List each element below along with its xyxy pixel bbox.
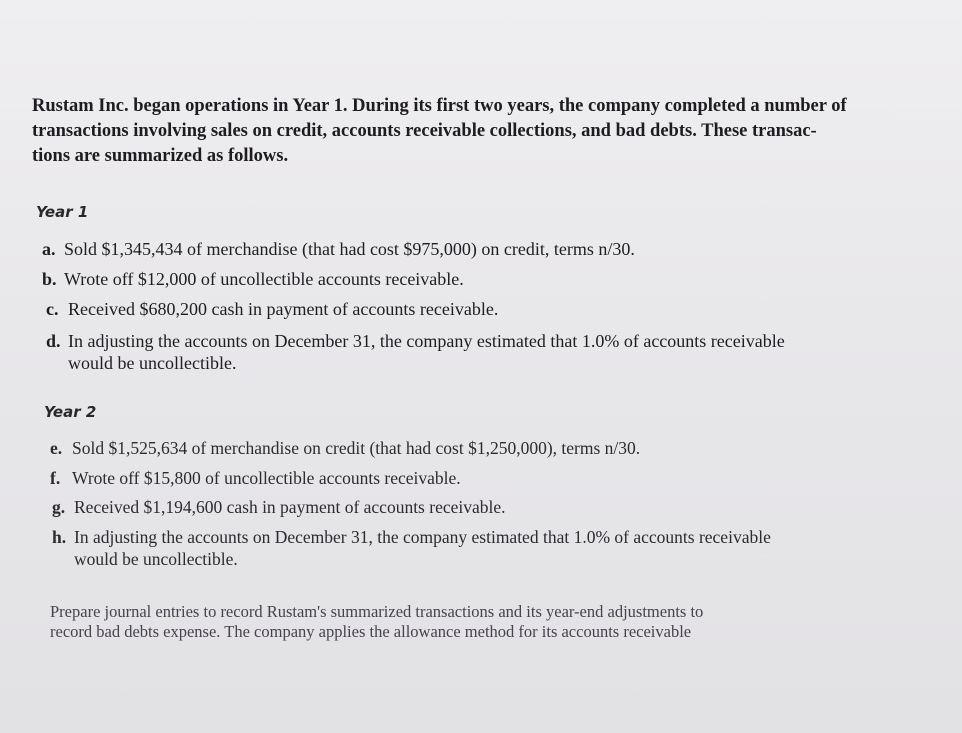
item-text: Sold $1,345,434 of merchandise (that had cost $975,000) on credit, terms n/30. — [64, 239, 635, 259]
transaction-h — [52, 526, 771, 570]
intro-paragraph — [32, 94, 937, 169]
item-letter: h. — [52, 527, 67, 547]
item-letter: a. — [42, 239, 56, 259]
item-text: Received $1,194,600 cash in payment of accounts receivable. — [74, 497, 506, 517]
transaction-g — [52, 496, 506, 518]
instructions-line-2: record bad debts expense. The company applies the allowance method for its accounts receivable — [50, 622, 692, 641]
item-letter: d. — [46, 331, 61, 351]
item-text-continued: would be uncollectible. — [74, 549, 238, 569]
item-text-continued: would be uncollectible. — [68, 353, 237, 373]
item-letter: g. — [52, 497, 66, 517]
transaction-f — [50, 467, 461, 489]
item-text: Wrote off $12,000 of uncollectible accounts receivable. — [64, 269, 464, 289]
intro-line-3: tions are summarized as follows. — [32, 146, 289, 166]
item-text: In adjusting the accounts on December 31, the company estimated that 1.0% of accounts receivable — [74, 527, 771, 547]
year-2-heading: Year 2 — [44, 403, 97, 421]
item-text: In adjusting the accounts on December 31, the company estimated that 1.0% of accounts receivable — [68, 331, 785, 351]
item-letter: e. — [50, 438, 63, 458]
item-letter: c. — [46, 299, 59, 319]
transaction-b — [42, 268, 464, 290]
item-text: Wrote off $15,800 of uncollectible accounts receivable. — [72, 468, 461, 488]
transaction-d — [46, 330, 785, 374]
item-letter: f. — [50, 468, 61, 488]
intro-line-1: Rustam Inc. began operations in Year 1. During its first two years, the company completed a number of — [32, 96, 847, 116]
instructions-paragraph — [50, 602, 703, 642]
instructions-line-1: Prepare journal entries to record Rustam's summarized transactions and its year-end adjustments to — [50, 602, 704, 621]
item-letter: b. — [42, 269, 57, 289]
item-text: Sold $1,525,634 of merchandise on credit (that had cost $1,250,000), terms n/30. — [72, 438, 641, 458]
transaction-c — [46, 298, 498, 320]
item-text: Received $680,200 cash in payment of accounts receivable. — [68, 299, 499, 319]
year-1-heading: Year 1 — [36, 203, 89, 221]
transaction-e — [50, 437, 640, 459]
transaction-a — [42, 238, 635, 260]
intro-line-2: transactions involving sales on credit, accounts receivable collections, and bad debts. These transac- — [32, 121, 817, 141]
